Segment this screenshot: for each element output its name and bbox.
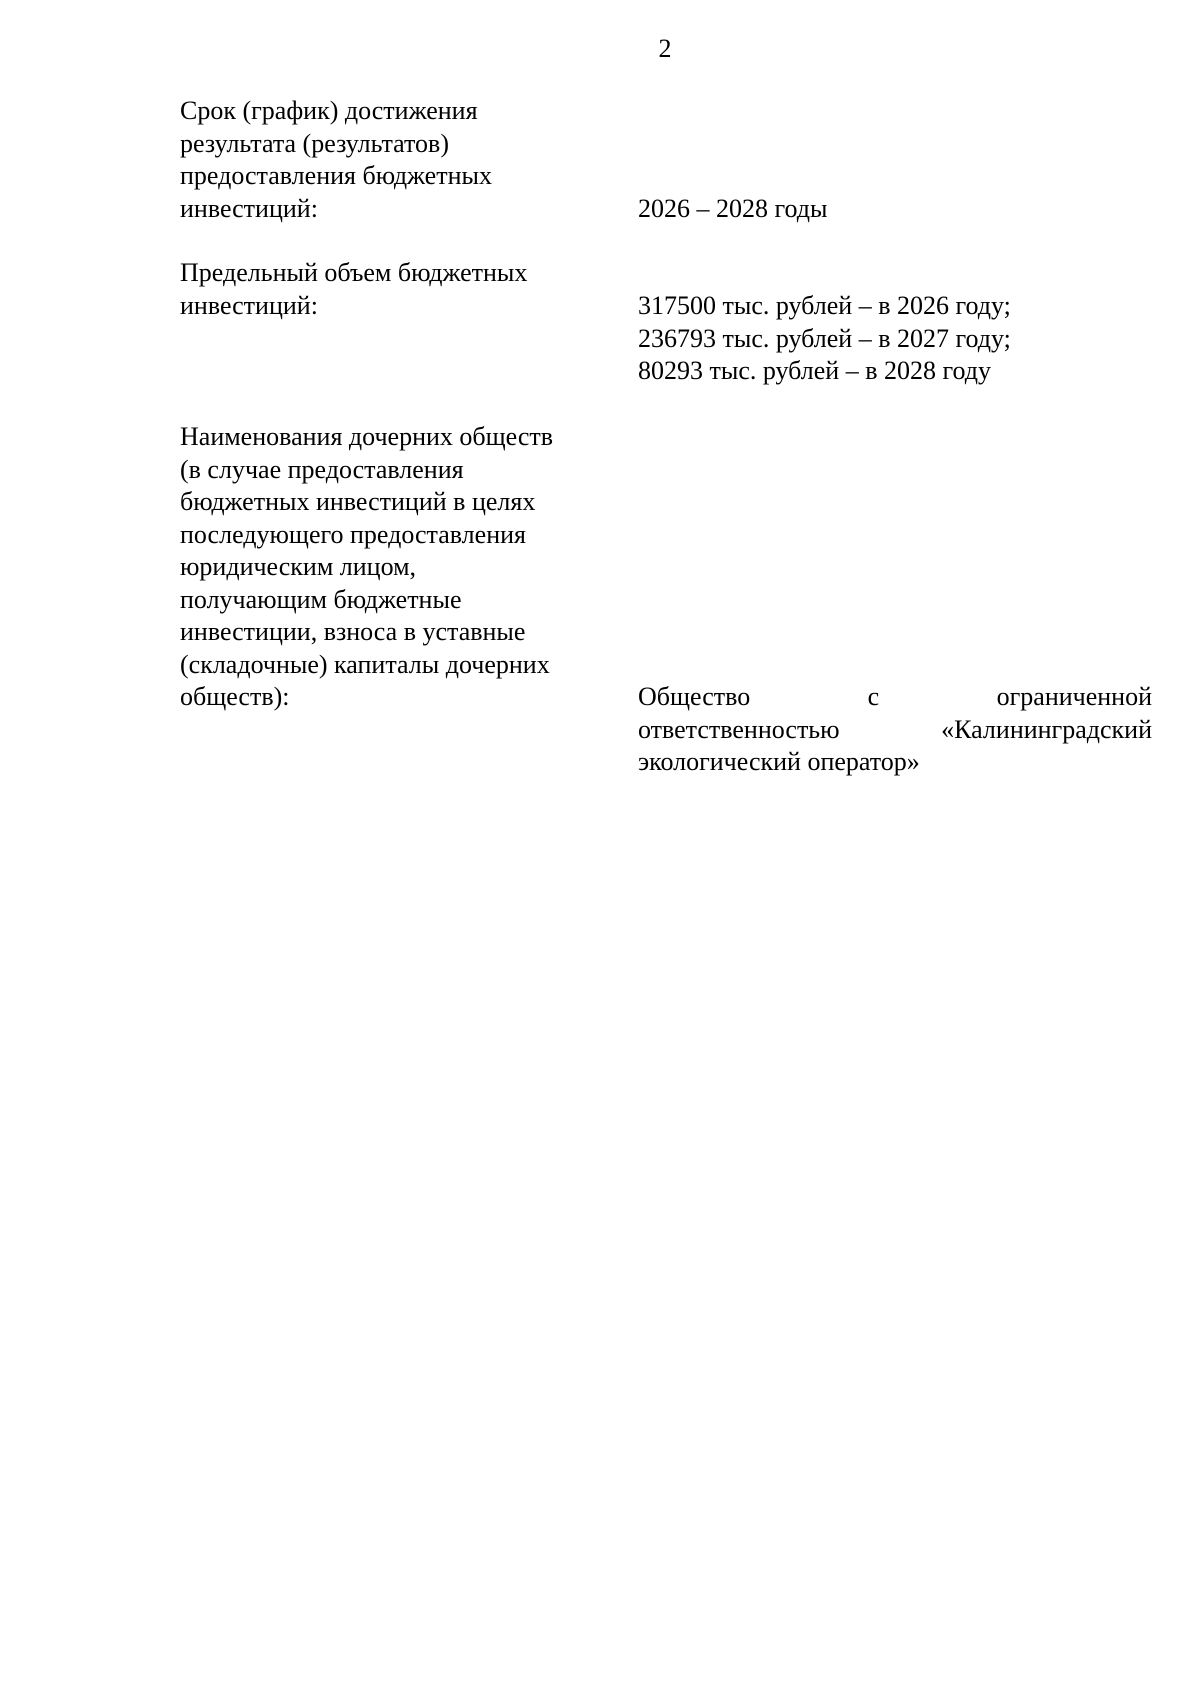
value-line: 317500 тыс. рублей – в 2026 году; bbox=[638, 291, 1011, 320]
value-word: с bbox=[867, 682, 880, 711]
value-line: 2026 – 2028 годы bbox=[638, 194, 828, 223]
label-line: инвестиций: bbox=[180, 193, 318, 223]
value-investment-limit bbox=[638, 290, 1011, 388]
value-word: Общество bbox=[638, 682, 751, 711]
value-subsidiary-names bbox=[638, 681, 1152, 779]
label-line: обществ): bbox=[180, 682, 290, 711]
value-word: «Калининградский bbox=[941, 714, 1152, 744]
value-line: 80293 тыс. рублей – в 2028 году bbox=[638, 356, 991, 385]
label-subsidiary-names bbox=[180, 421, 553, 714]
label-line: Срок (график) достижения bbox=[180, 96, 478, 125]
label-line: последующего предоставления bbox=[180, 519, 526, 549]
value-line: 236793 тыс. рублей – в 2027 году; bbox=[638, 323, 1011, 353]
label-line: Предельный объем бюджетных bbox=[180, 258, 528, 287]
label-line: предоставления бюджетных bbox=[180, 161, 492, 190]
value-word: ответственностью bbox=[638, 714, 840, 744]
value-line bbox=[638, 681, 1152, 714]
value-achievement-term bbox=[638, 193, 827, 226]
label-line: Наименования дочерних обществ bbox=[180, 422, 554, 451]
label-line: (складочные) капиталы дочерних bbox=[180, 649, 550, 679]
value-line bbox=[638, 714, 1152, 747]
label-line: получающим бюджетные bbox=[180, 584, 462, 614]
label-line: бюджетных инвестиций в целях bbox=[180, 487, 536, 516]
value-line bbox=[638, 746, 1152, 779]
value-word: ограниченной bbox=[996, 682, 1152, 711]
label-line: инвестиций: bbox=[180, 290, 318, 320]
label-investment-limit bbox=[180, 257, 527, 322]
label-line: результата (результатов) bbox=[180, 128, 449, 158]
label-line: юридическим лицом, bbox=[180, 552, 417, 581]
page-number: 2 bbox=[658, 34, 672, 63]
label-line: (в случае предоставления bbox=[180, 454, 464, 484]
label-achievement-term bbox=[180, 95, 492, 225]
value-word: экологический оператор» bbox=[638, 747, 920, 776]
label-line: инвестиции, взноса в уставные bbox=[180, 617, 526, 646]
